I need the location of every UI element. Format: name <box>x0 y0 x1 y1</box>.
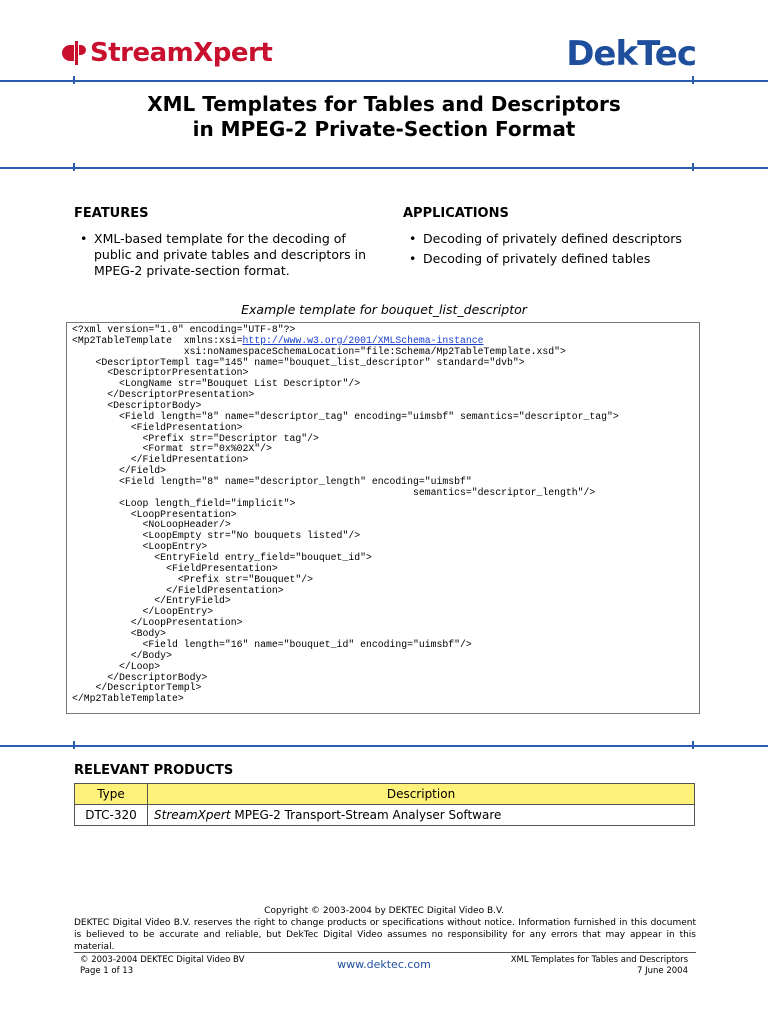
schema-link[interactable]: http://www.w3.org/2001/XMLSchema-instance <box>242 334 484 346</box>
products-rule <box>0 745 768 747</box>
copyright-notice: Copyright © 2003-2004 by DEKTEC Digital Video B.V. <box>264 906 504 916</box>
title-line-1: XML Templates for Tables and Descriptors <box>147 92 621 116</box>
features-heading: FEATURES <box>74 206 149 221</box>
products-rule-tick-left <box>73 741 75 749</box>
xml-code-listing <box>72 325 619 705</box>
title-rule-tick-left <box>73 163 75 171</box>
streamxpert-logo-text: StreamXpert <box>90 38 273 68</box>
col-description-header: Description <box>148 784 695 805</box>
top-rule-tick-right <box>692 76 694 84</box>
table-row <box>75 805 695 826</box>
footer-date: 7 June 2004 <box>637 966 688 976</box>
footer-rule <box>74 952 696 953</box>
example-caption: Example template for bouquet_list_descriptor <box>241 302 527 317</box>
col-type-header: Type <box>75 784 148 805</box>
streamxpert-logo-icon <box>62 41 86 65</box>
products-rule-tick-right <box>692 741 694 749</box>
application-item: • Decoding of privately defined tables <box>403 251 703 267</box>
product-description-text: MPEG-2 Transport-Stream Analyser Software <box>230 808 502 822</box>
application-item: • Decoding of privately defined descriptors <box>403 231 703 247</box>
feature-item: • XML-based template for the decoding of public and private tables and descriptors in MPEG-2 private-section format. <box>74 231 374 279</box>
streamxpert-logo <box>62 38 272 68</box>
products-heading: RELEVANT PRODUCTS <box>74 763 234 778</box>
footer-doc-title: XML Templates for Tables and Descriptors <box>510 955 688 965</box>
legal-disclaimer: DEKTEC Digital Video B.V. reserves the right to change products or specifications without notice. Information furnished in this document is believed to be accurate and reliable, but DekTec Digital Video assumes no responsibility for any errors that may appear in this material. <box>74 918 696 952</box>
product-name: StreamXpert <box>154 808 231 822</box>
page-number: Page 1 of 13 <box>80 966 134 976</box>
top-rule <box>0 80 768 82</box>
footer-right <box>511 955 688 977</box>
website-link[interactable]: www.dektec.com <box>337 958 431 971</box>
dektec-logo: DekTec <box>566 34 696 74</box>
applications-list <box>403 231 703 271</box>
title-rule-tick-right <box>692 163 694 171</box>
footer-copyright: © 2003-2004 DEKTEC Digital Video BV <box>80 955 245 965</box>
code-line: <?xml version="1.0" encoding="UTF-8"?> <box>72 324 296 335</box>
code-body: xsi:noNamespaceSchemaLocation="file:Schema/Mp2TableTemplate.xsd"> <DescriptorTempl tag="145" name="bouquet_list_descriptor" standard="dvb"> <DescriptorPresentation> <LongName str="Bouquet List Descriptor"/> </DescriptorPresentation> <DescriptorBody> <Field length="8" name="descriptor_tag" encoding="uimsbf" semantics="descriptor_tag"> <FieldPresentation> <Prefix str="Descriptor tag"/> <Format str="0x%02X"/> </FieldPresentation> </Field> <Field length="8" name="descriptor_length" encoding="uimsbf" semantics="descriptor_length"/> <Loop length_field="implicit"> <LoopPresentation> <NoLoopHeader/> <LoopEmpty str="No bouquets listed"/> <LoopEntry> <EntryField entry_field="bouquet_id"> <FieldPresentation> <Prefix str="Bouquet"/> </FieldPresentation> </EntryField> </LoopEntry> </LoopPresentation> <Body> <Field length="16" name="bouquet_id" encoding="uimsbf"/> </Body> </Loop> </DescriptorBody> </DescriptorTempl> </Mp2TableTemplate> <box>72 345 619 705</box>
title-rule <box>0 167 768 169</box>
applications-heading: APPLICATIONS <box>403 206 509 221</box>
top-rule-tick-left <box>73 76 75 84</box>
product-description-cell <box>148 805 695 826</box>
product-type-cell: DTC-320 <box>75 805 148 826</box>
features-list <box>74 231 374 283</box>
table-header-row <box>75 784 695 805</box>
products-table <box>74 783 695 826</box>
page-title <box>0 92 768 142</box>
code-line: <Mp2TableTemplate xmlns:xsi= <box>72 334 243 346</box>
title-line-2: in MPEG-2 Private-Section Format <box>192 117 576 141</box>
